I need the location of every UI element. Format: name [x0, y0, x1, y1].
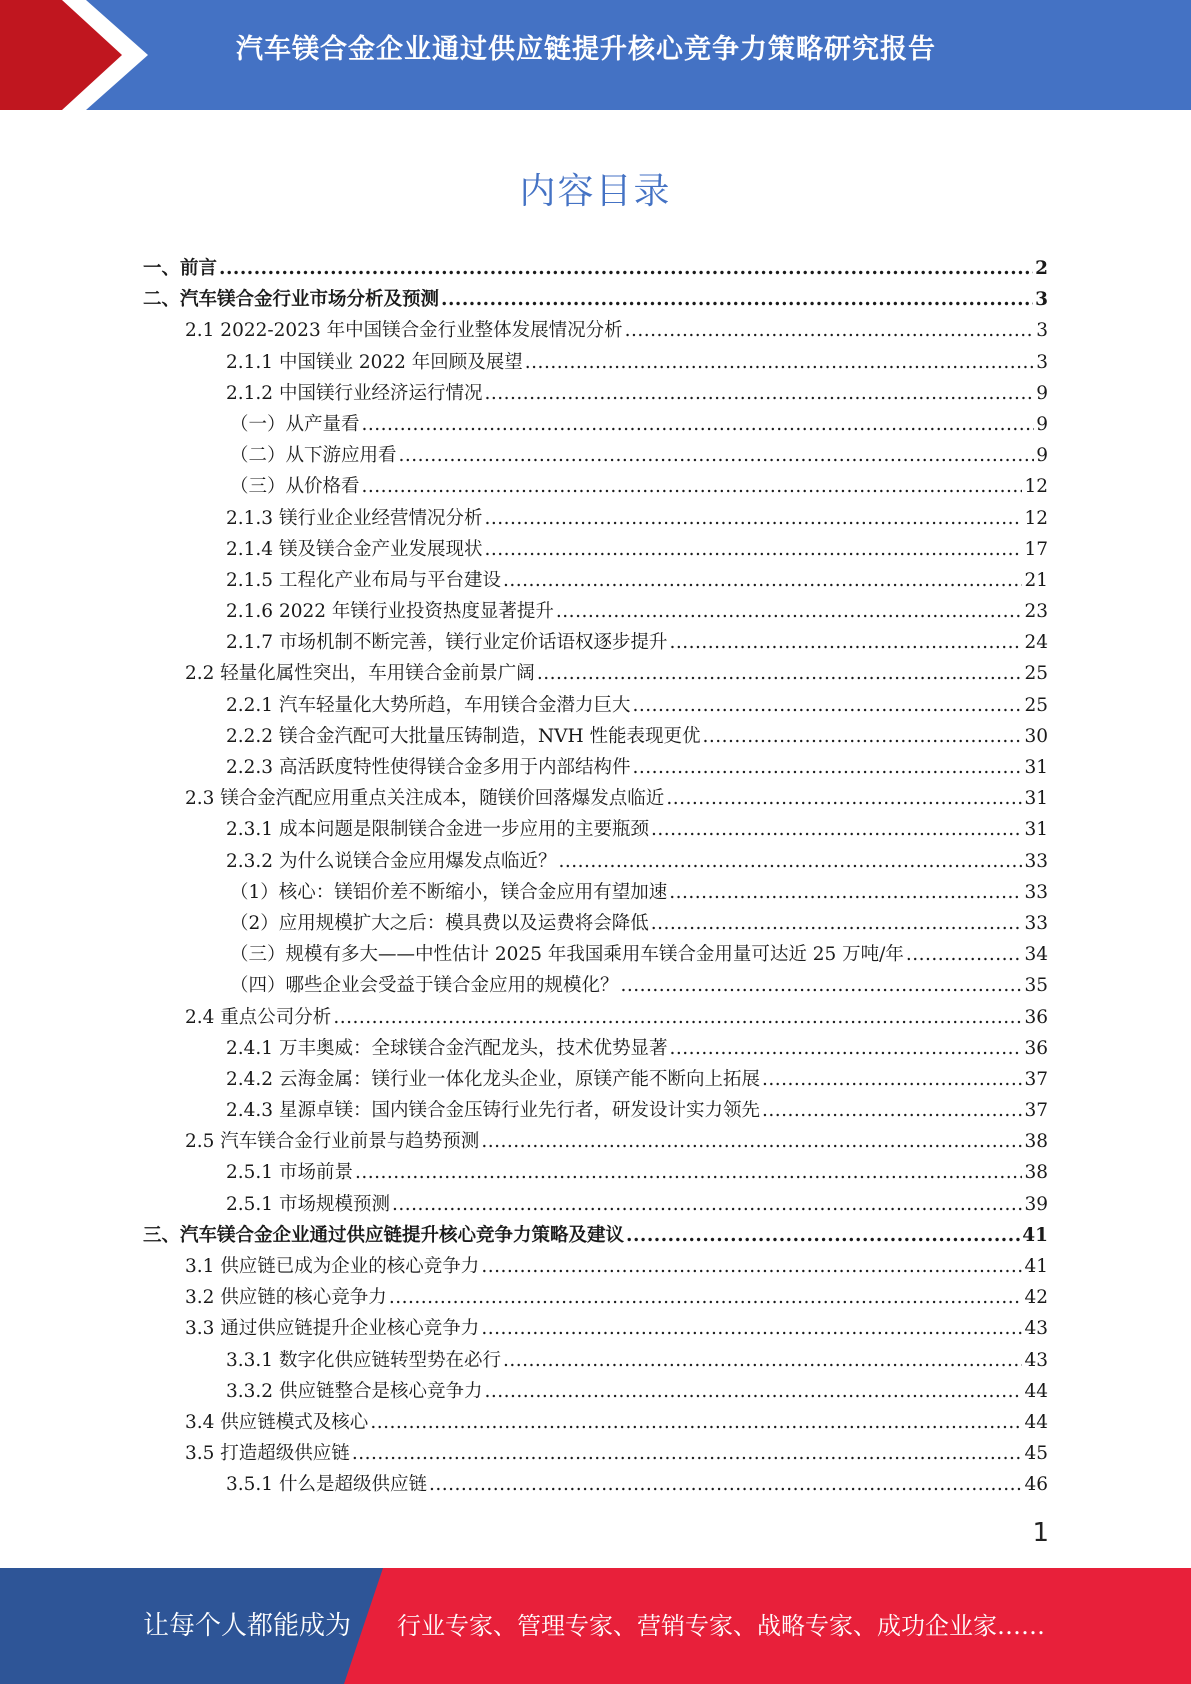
dot-leader — [651, 908, 1023, 939]
dot-leader — [484, 378, 1034, 409]
toc-entry[interactable] — [143, 409, 1048, 440]
toc-entry-page: 9 — [1036, 445, 1048, 467]
toc-entry-page: 33 — [1024, 850, 1048, 872]
toc-entry-title: 3.1 供应链已成为企业的核心竞争力 — [185, 1256, 480, 1277]
dot-leader — [484, 503, 1022, 534]
toc-entry[interactable] — [143, 1033, 1048, 1064]
toc-entry-page: 38 — [1024, 1131, 1048, 1153]
toc-entry-page: 31 — [1024, 819, 1048, 841]
toc-entry-title: 3.3.1 数字化供应链转型势在必行 — [226, 1349, 501, 1371]
toc-entry-page: 17 — [1024, 538, 1048, 560]
toc-entry[interactable] — [143, 315, 1048, 346]
dot-leader — [625, 315, 1035, 346]
toc-entry-page: 37 — [1024, 1068, 1048, 1090]
toc-entry-page: 46 — [1024, 1474, 1048, 1496]
toc-entry-page: 45 — [1024, 1443, 1048, 1465]
toc-entry-title: 3.3.2 供应链整合是核心竞争力 — [226, 1380, 483, 1402]
dot-leader — [503, 1345, 1022, 1376]
toc-entry-title: 2.4 重点公司分析 — [185, 1006, 332, 1028]
toc-entry-title: 2.3 镁合金汽配应用重点关注成本，随镁价回落爆发点临近 — [185, 788, 665, 810]
toc-entry-page: 2 — [1035, 258, 1048, 279]
toc-entry[interactable] — [143, 877, 1048, 908]
toc-entry[interactable] — [143, 1345, 1048, 1376]
dot-leader — [632, 752, 1022, 783]
toc-entry-title: 3.2 供应链的核心竞争力 — [185, 1287, 387, 1309]
toc-entry-page: 25 — [1024, 694, 1048, 716]
toc-entry[interactable] — [143, 1251, 1048, 1282]
toc-entry[interactable] — [143, 752, 1048, 783]
toc-entry[interactable] — [143, 1189, 1048, 1220]
toc-entry-title: （三）规模有多大——中性估计 2025 年我国乘用车镁合金用量可达近 25 万吨/年 — [230, 944, 904, 966]
toc-entry-page: 44 — [1024, 1380, 1048, 1402]
toc-entry-page: 37 — [1024, 1100, 1048, 1122]
toc-entry[interactable] — [143, 284, 1048, 315]
toc-entry-page: 36 — [1024, 1006, 1048, 1028]
toc-entry-title: 2.2 轻量化属性突出，车用镁合金前景广阔 — [185, 663, 535, 685]
footer-slogan-left: 让每个人都能成为 — [143, 1611, 352, 1641]
toc-entry-page: 34 — [1024, 944, 1048, 966]
dot-leader — [621, 970, 1023, 1001]
dot-leader — [703, 721, 1023, 752]
toc-entry-page: 24 — [1024, 632, 1048, 654]
toc-entry-page: 35 — [1024, 975, 1048, 997]
toc-entry-page: 41 — [1022, 1224, 1048, 1246]
toc-entry[interactable] — [143, 1376, 1048, 1407]
toc-entry-page: 3 — [1035, 289, 1048, 311]
toc-entry-page: 25 — [1024, 663, 1048, 685]
dot-leader — [906, 939, 1023, 970]
toc-entry-title: 3.5 打造超级供应链 — [185, 1443, 350, 1465]
toc-entry-page: 23 — [1024, 601, 1048, 623]
toc-entry-title: 2.1.4 镁及镁合金产业发展现状 — [226, 538, 483, 560]
dot-leader — [429, 1469, 1022, 1500]
dot-leader — [481, 1313, 1022, 1344]
dot-leader — [503, 565, 1022, 596]
dot-leader — [669, 877, 1022, 908]
toc-entry[interactable] — [143, 1282, 1048, 1313]
dot-leader — [484, 1376, 1022, 1407]
toc-entry-title: （三）从价格看 — [230, 476, 360, 498]
toc-entry-title: 2.1.2 中国镁行业经济运行情况 — [226, 382, 483, 404]
toc-entry-page: 43 — [1024, 1318, 1048, 1340]
toc-entry-page: 42 — [1024, 1287, 1048, 1309]
dot-leader — [537, 658, 1023, 689]
dot-leader — [558, 846, 1022, 877]
toc-entry-title: 2.5.1 市场前景 — [226, 1162, 353, 1184]
toc-entry-page: 44 — [1024, 1411, 1048, 1433]
toc-entry[interactable] — [143, 1438, 1048, 1469]
toc-entry[interactable] — [143, 378, 1048, 409]
dot-leader — [333, 1002, 1022, 1033]
toc-entry-page: 38 — [1024, 1162, 1048, 1184]
toc-entry[interactable] — [143, 908, 1048, 939]
footer-band — [0, 1568, 1191, 1684]
dot-leader — [626, 1220, 1020, 1251]
toc-entry[interactable] — [143, 1157, 1048, 1188]
toc-entry-title: （四）哪些企业会受益于镁合金应用的规模化？ — [230, 975, 619, 997]
toc-entry-title: 2.1.3 镁行业企业经营情况分析 — [226, 507, 483, 529]
toc-entry[interactable] — [143, 1126, 1048, 1157]
toc-entry[interactable] — [143, 658, 1048, 689]
toc-entry-page: 33 — [1024, 912, 1048, 934]
dot-leader — [370, 1407, 1022, 1438]
toc-entry-page: 9 — [1036, 382, 1048, 404]
toc-entry-title: 一、前言 — [143, 258, 218, 279]
toc-entry-page: 12 — [1024, 476, 1048, 498]
toc-entry-title: 2.1.6 2022 年镁行业投资热度显著提升 — [226, 601, 554, 623]
dot-leader — [632, 690, 1022, 721]
toc-entry-page: 39 — [1024, 1193, 1048, 1215]
toc-entry[interactable] — [143, 596, 1048, 627]
toc-entry-title: 三、汽车镁合金企业通过供应链提升核心竞争力策略及建议 — [143, 1224, 625, 1246]
dot-leader — [441, 284, 1033, 315]
toc-entry[interactable] — [143, 565, 1048, 596]
toc-entry[interactable] — [143, 970, 1048, 1001]
toc-entry-page: 36 — [1024, 1037, 1048, 1059]
toc-entry-title: 2.1 2022-2023 年中国镁合金行业整体发展情况分析 — [185, 320, 623, 342]
dot-leader — [362, 471, 1023, 502]
dot-leader — [525, 347, 1034, 378]
toc-entry[interactable] — [143, 347, 1048, 378]
toc-entry-title: 2.4.2 云海金属：镁行业一体化龙头企业，原镁产能不断向上拓展 — [226, 1068, 760, 1090]
dot-leader — [556, 596, 1023, 627]
toc-entry-title: 二、汽车镁合金行业市场分析及预测 — [143, 289, 440, 311]
dot-leader — [669, 1033, 1022, 1064]
toc-entry-title: 2.3.2 为什么说镁合金应用爆发点临近？ — [226, 850, 557, 872]
toc-entry[interactable] — [143, 721, 1048, 752]
footer-slogan-right: 行业专家、管理专家、营销专家、战略专家、成功企业家…… — [397, 1612, 1045, 1640]
toc-entry-title: 2.5 汽车镁合金行业前景与趋势预测 — [185, 1131, 480, 1153]
toc-entry-page: 3 — [1036, 320, 1048, 342]
toc-entry-title: （二）从下游应用看 — [230, 445, 397, 467]
dot-leader — [481, 1251, 1022, 1282]
toc-entry-page: 3 — [1036, 351, 1048, 373]
toc-entry[interactable] — [143, 534, 1048, 565]
toc-entry[interactable] — [143, 1313, 1048, 1344]
toc-entry[interactable] — [143, 846, 1048, 877]
toc-entry-title: 2.2.2 镁合金汽配可大批量压铸制造，NVH 性能表现更优 — [226, 725, 701, 747]
toc-entry[interactable] — [143, 1064, 1048, 1095]
dot-leader — [484, 534, 1022, 565]
dot-leader — [651, 814, 1022, 845]
dot-leader — [362, 409, 1035, 440]
toc-entry-title: 2.1.5 工程化产业布局与平台建设 — [226, 569, 501, 591]
toc-entry[interactable] — [143, 939, 1048, 970]
header-band — [0, 0, 1191, 110]
toc-entry-title: 2.2.1 汽车轻量化大势所趋，车用镁合金潜力巨大 — [226, 694, 631, 716]
toc-entry-page: 43 — [1024, 1349, 1048, 1371]
toc-entry-title: 2.1.1 中国镁业 2022 年回顾及展望 — [226, 351, 523, 373]
toc-entry-title: 2.3.1 成本问题是限制镁合金进一步应用的主要瓶颈 — [226, 819, 649, 841]
dot-leader — [355, 1157, 1023, 1188]
dot-leader — [392, 1189, 1022, 1220]
dot-leader — [666, 783, 1022, 814]
dot-leader — [481, 1126, 1022, 1157]
toc-entry-title: 2.4.3 星源卓镁：国内镁合金压铸行业先行者，研发设计实力领先 — [226, 1100, 760, 1122]
dot-leader — [352, 1438, 1023, 1469]
toc-entry[interactable] — [143, 253, 1048, 284]
toc-entry[interactable] — [143, 471, 1048, 502]
toc-entry-title: 2.5.1 市场规模预测 — [226, 1193, 390, 1215]
toc-entry-title: 2.4.1 万丰奥威：全球镁合金汽配龙头，技术优势显著 — [226, 1037, 668, 1059]
toc-entry-page: 31 — [1024, 788, 1048, 810]
toc-entry-title: 2.2.3 高活跃度特性使得镁合金多用于内部结构件 — [226, 757, 631, 778]
dot-leader — [669, 627, 1022, 658]
dot-leader — [389, 1282, 1023, 1313]
dot-leader — [219, 253, 1033, 284]
toc-entry[interactable] — [143, 440, 1048, 471]
toc-entry[interactable] — [143, 503, 1048, 534]
toc-entry-title: （1）核心：镁铝价差不断缩小，镁合金应用有望加速 — [230, 881, 668, 903]
toc-heading: 内容目录 — [519, 171, 672, 212]
toc-entry-page: 9 — [1036, 413, 1048, 435]
toc-entry-page: 41 — [1024, 1256, 1048, 1277]
toc-entry[interactable] — [143, 1469, 1048, 1500]
toc-entry-page: 33 — [1024, 881, 1048, 903]
toc-entry-page: 31 — [1024, 757, 1048, 778]
toc-entry[interactable] — [143, 690, 1048, 721]
toc-entry-title: 3.5.1 什么是超级供应链 — [226, 1474, 427, 1496]
report-title: 汽车镁合金企业通过供应链提升核心竞争力策略研究报告 — [236, 34, 936, 65]
toc-entry[interactable] — [143, 627, 1048, 658]
toc-entry[interactable] — [143, 1407, 1048, 1438]
page-number: 1 — [1032, 1518, 1049, 1548]
toc-entry-title: 3.4 供应链模式及核心 — [185, 1411, 369, 1433]
toc-entry[interactable] — [143, 783, 1048, 814]
toc-entry-title: 3.3 通过供应链提升企业核心竞争力 — [185, 1318, 480, 1340]
toc-entry[interactable] — [143, 1095, 1048, 1126]
toc-entry[interactable] — [143, 814, 1048, 845]
toc-entry-page: 30 — [1024, 725, 1048, 747]
dot-leader — [762, 1095, 1022, 1126]
dot-leader — [762, 1064, 1022, 1095]
toc-entry[interactable] — [143, 1002, 1048, 1033]
toc-entry-title: （一）从产量看 — [230, 413, 360, 435]
toc-entry-title: （2）应用规模扩大之后：模具费以及运费将会降低 — [230, 912, 649, 934]
toc-entry-page: 12 — [1024, 507, 1048, 529]
toc-entry-title: 2.1.7 市场机制不断完善，镁行业定价话语权逐步提升 — [226, 632, 668, 654]
toc-entry-page: 21 — [1024, 569, 1048, 591]
toc-entry[interactable] — [143, 1220, 1048, 1251]
table-of-contents — [143, 253, 1048, 1501]
dot-leader — [399, 440, 1035, 471]
